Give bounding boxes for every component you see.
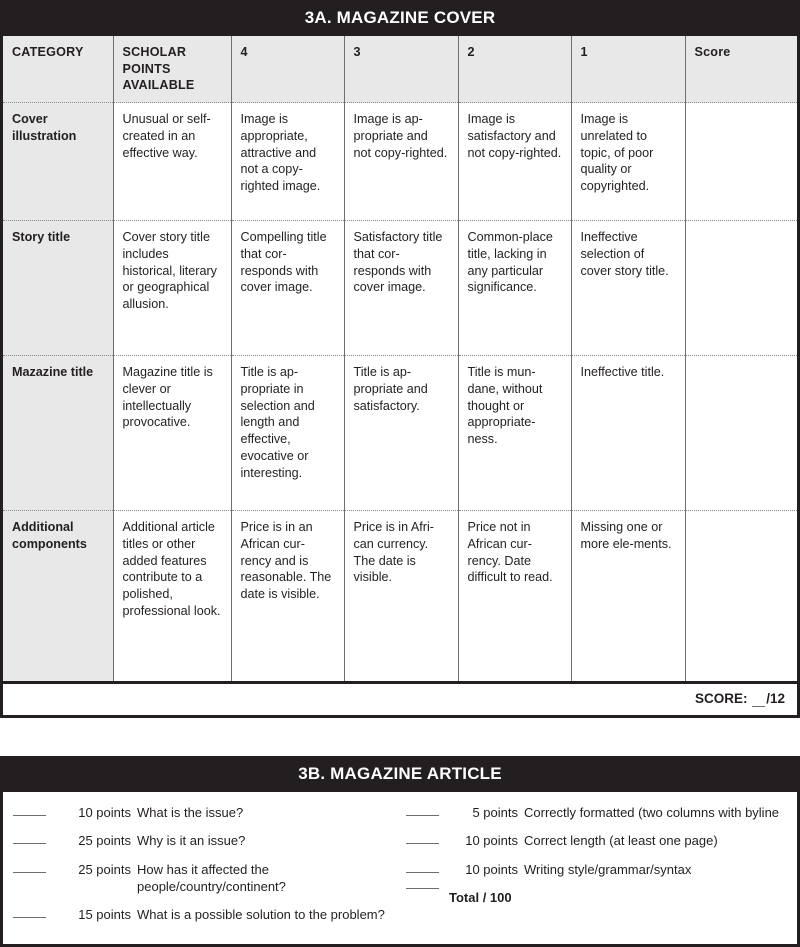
rubric-table-body <box>3 103 797 683</box>
list-item <box>13 804 394 821</box>
points-group <box>406 832 518 849</box>
row-score-input[interactable] <box>685 356 797 511</box>
header-scholar-points <box>113 36 231 103</box>
criterion-label: What is the issue? <box>137 805 244 821</box>
points-group <box>13 861 131 878</box>
score-total-blank[interactable] <box>751 691 766 706</box>
points-value: 10 points <box>78 805 131 821</box>
header-level-4: 4 <box>231 36 344 103</box>
header-score: Score <box>685 36 797 103</box>
row-level-3: Title is ap-propriate and satisfactory. <box>344 356 458 511</box>
row-level-3: Satisfactory title that cor-responds with cover image. <box>344 221 458 356</box>
section-3b-banner: 3B. MAGAZINE ARTICLE <box>0 756 800 792</box>
row-level-3: Price is in Afri-can currency. The date is visible. <box>344 511 458 683</box>
row-score-input[interactable] <box>685 511 797 683</box>
header-scholar-line-3: AVAILABLE <box>122 78 195 93</box>
criterion-label: Writing style/grammar/syntax <box>524 861 692 877</box>
row-level-1: Missing one or more ele-ments. <box>571 511 685 683</box>
points-group <box>13 906 131 923</box>
row-category: Cover illustration <box>3 103 113 221</box>
points-value: 15 points <box>78 906 131 922</box>
points-value: 25 points <box>78 833 131 849</box>
points-group <box>13 804 131 821</box>
magazine-article-section <box>0 756 800 947</box>
rubric-table-wrapper <box>0 36 800 718</box>
row-scholar-points: Additional article titles or other added features contribute to a polished, professional look. <box>113 511 231 683</box>
points-group <box>406 804 518 821</box>
score-total-label: SCORE: <box>694 691 748 707</box>
list-item <box>13 861 394 895</box>
header-level-2: 2 <box>458 36 571 103</box>
score-total-max: /12 <box>766 691 785 707</box>
score-blank-line[interactable] <box>406 872 439 873</box>
header-row <box>3 36 797 103</box>
list-item <box>13 906 394 923</box>
header-scholar-line-1: SCHOLAR <box>122 45 187 59</box>
points-group <box>406 861 518 878</box>
row-score-input[interactable] <box>685 103 797 221</box>
criterion-label: What is a possible solution to the problem? <box>137 906 385 922</box>
rubric-table <box>3 36 797 684</box>
criterion-label: Correctly formatted (two columns with byline <box>524 805 780 821</box>
section-gap <box>0 718 800 756</box>
section-3a-banner: 3A. MAGAZINE COVER <box>0 0 800 36</box>
row-level-2: Common-place title, lacking in any particular significance. <box>458 221 571 356</box>
score-total-row <box>3 684 797 715</box>
header-category: CATEGORY <box>3 36 113 103</box>
row-level-3: Image is ap-propriate and not copy-righted. <box>344 103 458 221</box>
points-value: 25 points <box>78 861 131 877</box>
checklist-right-column <box>400 804 787 934</box>
row-scholar-points: Unusual or self-created in an effective way. <box>113 103 231 221</box>
criterion-label: Correct length (at least one page) <box>524 833 718 849</box>
row-scholar-points: Cover story title includes historical, literary or geographical allusion. <box>113 221 231 356</box>
list-item <box>406 832 787 849</box>
row-category: Story title <box>3 221 113 356</box>
list-item <box>406 804 787 821</box>
rubric-table-head <box>3 36 797 103</box>
score-blank-line[interactable] <box>13 872 46 873</box>
table-row <box>3 356 797 511</box>
total-blank-line[interactable] <box>406 888 439 889</box>
row-level-2: Price not in African cur-rency. Date difficult to read. <box>458 511 571 683</box>
list-item <box>13 832 394 849</box>
row-level-1: Ineffective selection of cover story title. <box>571 221 685 356</box>
points-value: 10 points <box>465 833 518 849</box>
table-row <box>3 221 797 356</box>
score-blank-line[interactable] <box>406 815 439 816</box>
row-level-4: Title is ap-propriate in selection and length and effective, evocative or interesting. <box>231 356 344 511</box>
row-level-4: Compelling title that cor-responds with cover image. <box>231 221 344 356</box>
score-blank-line[interactable] <box>13 815 46 816</box>
article-checklist-wrapper <box>0 792 800 947</box>
criterion-label: How has it affected the people/country/continent? <box>137 861 286 894</box>
list-item <box>406 861 787 878</box>
checklist-left-column <box>13 804 400 934</box>
row-level-4: Image is appropriate, attractive and not a copy-righted image. <box>231 103 344 221</box>
header-level-1: 1 <box>571 36 685 103</box>
row-score-input[interactable] <box>685 221 797 356</box>
score-blank-line[interactable] <box>406 843 439 844</box>
row-level-1: Image is unrelated to topic, of poor quality or copyrighted. <box>571 103 685 221</box>
row-level-4: Price is in an African cur-rency and is reasonable. The date is visible. <box>231 511 344 683</box>
row-scholar-points: Magazine title is clever or intellectually provocative. <box>113 356 231 511</box>
row-category: Additional components <box>3 511 113 683</box>
total-label: Total / 100 <box>449 889 512 905</box>
total-row <box>406 889 787 906</box>
points-group <box>406 889 443 890</box>
checklist-columns <box>13 804 787 934</box>
header-level-3: 3 <box>344 36 458 103</box>
points-group <box>13 832 131 849</box>
points-value: 5 points <box>472 805 518 821</box>
header-scholar-line-2: POINTS <box>122 61 171 76</box>
criterion-label: Why is it an issue? <box>137 833 246 849</box>
score-blank-line[interactable] <box>13 917 46 918</box>
table-row <box>3 103 797 221</box>
row-category: Mazazine title <box>3 356 113 511</box>
row-level-2: Image is satisfactory and not copy-righted. <box>458 103 571 221</box>
row-level-1: Ineffective title. <box>571 356 685 511</box>
score-blank-line[interactable] <box>13 843 46 844</box>
row-level-2: Title is mun-dane, without thought or appropriate-ness. <box>458 356 571 511</box>
table-row <box>3 511 797 683</box>
points-value: 10 points <box>465 861 518 877</box>
